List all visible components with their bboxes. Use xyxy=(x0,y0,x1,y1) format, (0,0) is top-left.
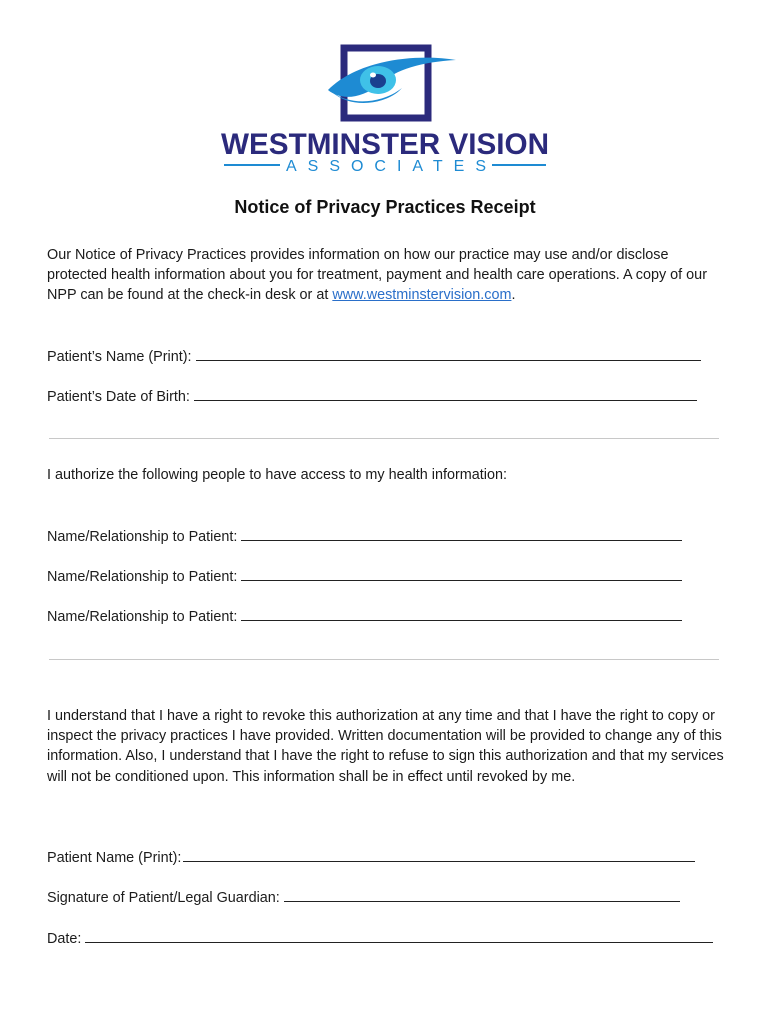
signature-label: Signature of Patient/Legal Guardian: xyxy=(47,890,280,906)
date-input-line[interactable] xyxy=(85,928,713,943)
intro-paragraph xyxy=(47,245,727,306)
revoke-paragraph: I understand that I have a right to revoke this authorization at any time and that I have the right to copy or inspect the privacy practices I have provided. Written documentation will be provided to change any of this information. Also, I understand that I have the right to refuse to sign this authorization and that my services will not be conditioned upon. This information shall be in effect until revoked by me. xyxy=(47,708,724,785)
relationship-input-line[interactable] xyxy=(241,566,682,581)
patient-print-name-input-line[interactable] xyxy=(183,847,695,862)
relationship-label: Name/Relationship to Patient: xyxy=(47,529,238,545)
patient-dob-field xyxy=(47,386,697,407)
patient-print-name-label: Patient Name (Print): xyxy=(47,850,182,866)
relationship-label: Name/Relationship to Patient: xyxy=(47,569,238,585)
patient-name-input-line[interactable] xyxy=(196,346,701,361)
patient-name-label: Patient’s Name (Print): xyxy=(47,349,192,365)
logo-graphic xyxy=(220,44,550,174)
relationship-label: Name/Relationship to Patient: xyxy=(47,609,238,625)
section-divider xyxy=(49,659,719,660)
section-divider xyxy=(49,438,719,439)
relationship-input-line[interactable] xyxy=(241,606,682,621)
patient-dob-input-line[interactable] xyxy=(194,386,697,401)
eye-glint-icon xyxy=(370,73,376,78)
relationship-field-2 xyxy=(47,566,682,587)
logo-name-text: WESTMINSTER VISION xyxy=(221,128,549,161)
signature-input-line[interactable] xyxy=(284,887,680,902)
website-link[interactable]: www.westminstervision.com xyxy=(332,287,512,304)
authorize-paragraph: I authorize the following people to have access to my health information: xyxy=(47,467,507,483)
relationship-input-line[interactable] xyxy=(241,526,682,541)
patient-name-field xyxy=(47,346,701,367)
westminster-vision-logo xyxy=(220,44,550,174)
relationship-field-3 xyxy=(47,606,682,627)
date-field xyxy=(47,928,713,949)
logo-subtitle-text: ASSOCIATES xyxy=(286,158,486,174)
intro-end: . xyxy=(511,287,516,304)
intro-text: Our Notice of Privacy Practices provides information on how our practice may use and/or disclose protected health information about you for treatment, payment and health care operations. A copy of our NPP can be found at the check-in desk or at xyxy=(47,247,707,304)
patient-dob-label: Patient’s Date of Birth: xyxy=(47,389,190,405)
relationship-field-1 xyxy=(47,526,682,547)
date-label: Date: xyxy=(47,931,82,947)
signature-field xyxy=(47,887,680,908)
patient-print-name-field xyxy=(47,847,695,868)
page-title: Notice of Privacy Practices Receipt xyxy=(234,197,536,217)
